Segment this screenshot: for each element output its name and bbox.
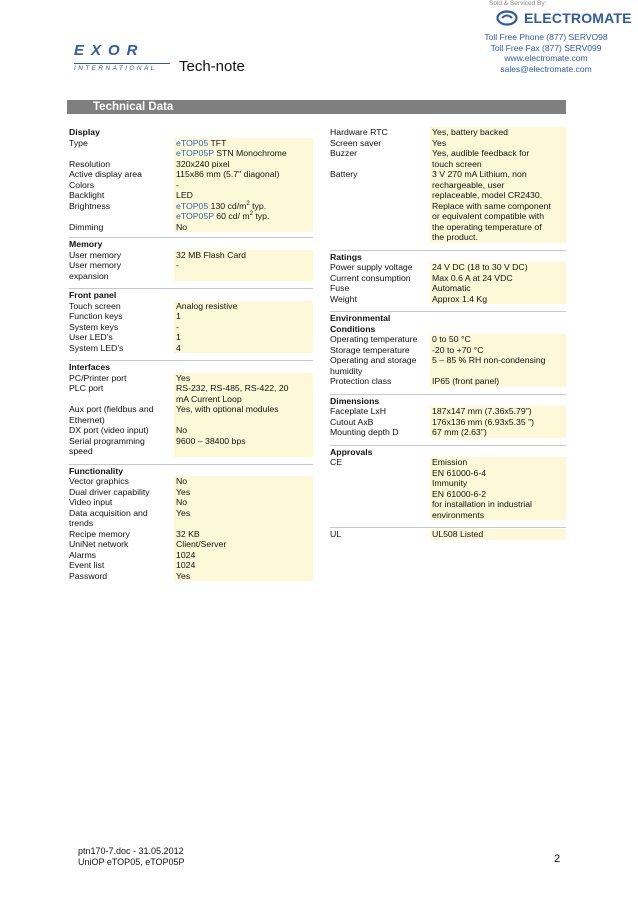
approvals-group [330,447,566,540]
electromate-swirl-icon [496,10,518,26]
spec-value: No [174,425,313,436]
value-line: Immunity [432,478,468,488]
spec-label: CE [330,457,343,467]
sold-by-label: Sold & Serviced By: [489,0,547,7]
value-line: rechargeable, user [432,179,505,190]
spec-value: 176x136 mm (6.93x5.35 ") [430,417,566,428]
group-title: Dimensions [330,395,380,406]
spec-value: Analog resistive [174,301,313,312]
spec-label: UL [330,529,342,539]
group-title: Conditions [330,323,376,334]
spec-value: Approx 1.4 Kg [430,294,566,305]
spec-text: 130 cd/m [208,200,247,211]
spec-label: PC/Printer port [69,372,127,383]
spec-row [330,406,566,417]
spec-label: Type [69,137,88,148]
front-panel-group [69,290,313,361]
spec-value: Max 0.6 A at 24 VDC [430,273,566,284]
spec-value: 67 mm (2.63") [430,427,566,438]
value-line: the product. [432,232,478,242]
value-line: 3 V 270 mA Lithium, non [432,169,527,179]
label-line: Operating and storage [330,355,417,365]
spec-value: 1 [174,332,313,343]
spec-label: PLC port [69,383,104,393]
environmental-group [330,313,566,395]
spec-text: TFT [208,137,227,148]
spec-value: Yes [174,487,313,498]
group-divider [69,232,313,238]
spec-row [69,250,313,261]
spec-label: Storage temperature [330,344,410,355]
spec-text: 60 cd/ m [213,211,250,221]
spec-label: Fuse [330,283,350,293]
spec-value: -20 to +70 °C [430,345,566,356]
exor-wordmark: EXOR [74,42,145,59]
spec-label: Function keys [69,311,123,321]
value-line: EN 61000-6-4 [432,467,487,478]
spec-row [330,334,566,345]
spec-label: Touch screen [69,300,121,311]
spec-text: STN Monochrome [213,148,287,158]
display-group [69,127,313,238]
spec-row [69,332,313,343]
spec-row [330,148,566,169]
group-title: Memory [69,239,103,249]
spec-row [69,383,313,404]
distributor-name: ELECTROMATE [524,10,632,26]
dimensions-group [330,396,566,446]
ratings-group [330,252,566,313]
spec-label: Active display area [69,169,142,179]
spec-value: Yes [430,138,566,149]
spec-row [69,529,313,540]
group-divider [330,438,566,446]
spec-value: - [174,260,313,281]
spec-row [330,457,566,520]
spec-row [330,417,566,428]
spec-row [69,311,313,322]
value-line: for installation in industrial [432,499,532,509]
spec-label: Vector graphics [69,476,129,486]
label-line: Data acquisition and [69,507,148,518]
spec-value: Yes [174,373,313,384]
spec-row [69,260,313,281]
contact-phone: Toll Free Phone (877) SERVO98 [484,32,608,42]
spec-value [430,148,566,169]
spec-label: Mounting depth D [330,427,399,437]
label-line: User memory [69,260,122,270]
section-title-bar: Technical Data [67,100,566,114]
spec-value: 1024 [174,550,313,561]
spec-value: - [174,180,313,191]
spec-row [69,180,313,191]
spec-label: Cutout AxB [330,416,374,427]
group-title: Front panel [69,290,117,300]
group-divider [330,304,566,312]
spec-row [330,262,566,273]
spec-value [430,169,566,243]
spec-label: System keys [69,321,119,332]
spec-row [69,159,313,170]
spec-value [174,138,313,159]
spec-value: 4 [174,343,313,354]
spec-label: Operating temperature [330,334,418,344]
spec-row [69,201,313,222]
spec-row [69,373,313,384]
spec-value: 320x240 pixel [174,159,313,170]
spec-row [330,273,566,284]
spec-value: 32 MB Flash Card [174,250,313,261]
model-name: eTOP05P [176,148,214,158]
spec-row [330,283,566,294]
spec-label: Recipe memory [69,528,130,539]
group-title: Functionality [69,465,124,476]
spec-label: Resolution [69,158,111,169]
group-title: Environmental [330,313,391,323]
spec-row [330,294,566,305]
page-number: 2 [554,853,561,865]
spec-label: Backlight [69,190,105,200]
group-divider [330,243,566,251]
value-line: or equivalent compatible with [432,211,545,221]
label-line: expansion [69,270,109,281]
spec-row [330,529,566,540]
spec-value: No [174,222,313,233]
spec-row [330,355,566,376]
value-line: Replace with same component [432,200,551,211]
spec-value: 5 – 85 % RH non-condensing [430,355,566,376]
spec-label: Buzzer [330,148,358,158]
spec-label: Dimming [69,221,104,232]
spec-row [69,571,313,582]
spec-label: Weight [330,293,357,304]
spec-row [69,138,313,159]
label-line: Ethernet) [69,414,105,425]
spec-value: No [174,476,313,487]
spec-label: System LED’s [69,342,124,353]
label-line: trends [69,518,94,528]
group-title: Ratings [330,251,362,262]
spec-value [430,457,566,520]
spec-row [69,322,313,333]
contact-email-link[interactable]: sales@electromate.com [500,63,592,74]
group-divider [69,353,313,361]
group-divider [69,457,313,465]
spec-label: Password [69,570,108,581]
model-name: eTOP05 [176,137,209,148]
spec-value: IP65 (front panel) [430,376,566,387]
spec-row [69,487,313,498]
spec-value: 9600 – 38400 bps [174,436,313,457]
right-spec-column [330,127,566,540]
spec-row [69,404,313,425]
spec-row [69,560,313,571]
value-line: Yes, audible feedback for [432,148,530,158]
spec-label [69,260,174,281]
spec-label: UniNet network [69,539,129,549]
spec-label: User memory [69,249,122,260]
value-line: Emission [432,457,468,467]
spec-label [69,508,174,529]
value-line: touch screen [432,158,482,169]
interfaces-group [69,362,313,465]
spec-value: LED [174,190,313,201]
functionality-group [69,466,313,582]
misc-group [330,127,566,251]
spec-row [330,169,566,243]
spec-row [330,127,566,138]
spec-label: Brightness [69,200,111,211]
contact-web-link[interactable]: www.electromate.com [504,53,588,63]
spec-row [69,190,313,201]
value-line: replaceable, model CR2430. [432,190,543,200]
spec-row [330,345,566,356]
spec-value: 32 KB [174,529,313,540]
footer-doc-ref: ptn170-7.doc - 31.05.2012 [78,846,184,856]
contact-fax: Toll Free Fax (877) SERV099 [490,42,602,53]
spec-row [69,539,313,550]
spec-value: 115x86 mm (5.7" diagonal) [174,169,313,180]
spec-text: typ. [252,211,270,221]
spec-label: Faceplate LxH [330,406,387,416]
value-line: environments [432,509,485,520]
spec-label: Protection class [330,376,392,386]
spec-row [69,343,313,354]
spec-row [69,436,313,457]
model-name: eTOP05 [176,200,209,211]
left-spec-column [69,127,313,581]
exor-subtitle: INTERNATIONAL [74,63,170,72]
spec-row [330,138,566,149]
superscript: 2 [246,200,250,207]
label-line: humidity [330,365,363,376]
label-line: Serial programming [69,435,145,446]
spec-value: 1 [174,311,313,322]
doc-type-title: Tech-note [179,58,245,75]
spec-row [330,427,566,438]
spec-value: 187x147 mm (7.36x5.79") [430,406,566,417]
electromate-logo [496,9,632,27]
spec-row [330,376,566,387]
spec-label: Video input [69,497,113,507]
contact-block [466,32,626,74]
footer-product: UniOP eTOP05, eTOP05P [78,856,185,867]
spec-label: Hardware RTC [330,127,388,137]
label-line: speed [69,446,93,456]
page-footer [78,846,185,867]
spec-value: UL508 Listed [430,529,566,540]
spec-label: Current consumption [330,272,411,283]
value-line: EN 61000-6-2 [432,488,487,499]
memory-group [69,239,313,289]
spec-row [69,169,313,180]
spec-label: Screen saver [330,137,382,148]
spec-label [69,404,174,425]
spec-label [330,355,430,376]
value-line: RS-232, RS-485, RS-422, 20 [176,383,289,393]
spec-label: Colors [69,179,95,190]
spec-row [69,222,313,233]
spec-label [69,436,174,457]
spec-label: Alarms [69,549,97,560]
spec-text: typ. [249,200,267,211]
spec-row [69,550,313,561]
exor-logo [74,42,170,72]
spec-label: Power supply voltage [330,262,413,272]
group-title: Display [69,127,100,137]
spec-value: Yes [174,508,313,529]
group-title: Approvals [330,446,373,457]
spec-label: Dual driver capability [69,486,150,497]
spec-row [69,425,313,436]
spec-row [69,497,313,508]
spec-value: Yes, with optional modules [174,404,313,425]
spec-value [174,201,313,222]
spec-row [69,301,313,312]
spec-row [69,476,313,487]
spec-value: 0 to 50 °C [430,334,566,345]
spec-value: 24 V DC (18 to 30 V DC) [430,262,566,273]
spec-value: Yes [174,571,313,582]
spec-value: Automatic [430,283,566,294]
spec-label: Event list [69,560,105,570]
group-title: Interfaces [69,362,111,372]
spec-label: DX port (video input) [69,425,149,435]
spec-value [174,383,313,404]
spec-value: Yes, battery backed [430,127,566,138]
spec-value: Client/Server [174,539,313,550]
value-line: the operating temperature of [432,221,542,232]
spec-row [69,508,313,529]
superscript: 2 [249,211,253,218]
spec-label: User LED’s [69,332,113,342]
spec-value: - [174,322,313,333]
spec-value: 1024 [174,560,313,571]
spec-label: Battery [330,169,358,179]
model-name: eTOP05P [176,211,214,221]
label-line: Aux port (fieldbus and [69,404,154,414]
group-divider [330,387,566,395]
group-divider [69,281,313,289]
value-line: mA Current Loop [176,393,242,404]
group-divider [330,520,566,528]
spec-value: No [174,497,313,508]
